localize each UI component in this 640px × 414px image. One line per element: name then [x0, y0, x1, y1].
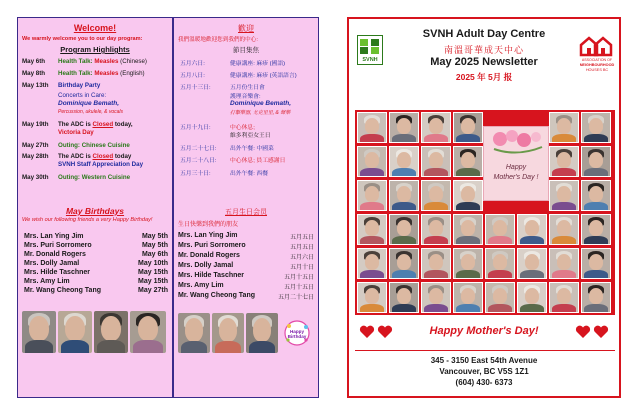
schedule-item-zh: 健康講座: 麻疹 (英語語言): [230, 73, 297, 79]
staff-day: SVNH Staff Appreciation Day: [58, 161, 144, 168]
member-photo: [485, 214, 515, 245]
welcome-line: We warmly welcome you to our day program:: [22, 36, 143, 42]
schedule-item: The ADC is Closed today: [58, 153, 132, 160]
birthday-date-zh: 五月十日: [289, 265, 314, 271]
birthday-name: Mrs. Hilde Taschner: [24, 269, 91, 276]
highlights-title-zh: 節目集焦: [233, 47, 259, 54]
banner-text: Happy Mother's Day!: [429, 325, 539, 337]
birthday-name: Mrs. Hilde Taschner: [178, 272, 245, 279]
member-photo: [246, 313, 278, 353]
schedule-item-zh: 健康講座: 麻疹 (國語): [230, 61, 286, 67]
birthday-date-zh: 五月十五日: [283, 285, 314, 291]
birthdays-wish: We wish our following friends a very Happy Birthday!: [22, 217, 153, 223]
birthdays-title-zh: 五月生日会员: [225, 209, 267, 216]
member-photo: [389, 180, 419, 211]
concert-detail: Percussion, ukulele, & vocals: [58, 109, 124, 115]
birthday-name: Mrs. Amy Lim: [178, 282, 224, 289]
flower-icon: [484, 127, 550, 157]
schedule-date-zh: 五月十九日:: [180, 125, 211, 131]
schedule-date: May 13th: [22, 82, 49, 89]
schedule-date: May 28th: [22, 153, 49, 160]
divider: [355, 350, 615, 351]
card-line1: Happy: [505, 164, 527, 171]
member-photo: [581, 248, 611, 279]
birthday-name: Mrs. Dolly Jamal: [178, 262, 234, 269]
member-photo: [549, 214, 579, 245]
newsletter-title-zh: 南溫哥華成天中心: [443, 45, 524, 55]
member-photo: [421, 282, 451, 313]
member-photo: [389, 146, 419, 177]
heart-icon: [377, 325, 393, 339]
schedule-date: May 19th: [22, 121, 49, 128]
svnh-logo: [357, 35, 383, 65]
birthday-date: May 15th: [138, 269, 168, 276]
member-photo: [517, 248, 547, 279]
member-photo: [517, 214, 547, 245]
schedule-item: Birthday Party: [58, 82, 101, 89]
schedule-item: Outing: Western Cuisine: [58, 174, 131, 181]
highlights-title: Program Highlights: [60, 45, 130, 54]
concert-performer: Dominique Bemath,: [58, 100, 120, 107]
schedule-item-zh: 五月份生日會: [230, 85, 265, 91]
houses-icon: [575, 33, 619, 57]
member-photo: [453, 282, 483, 313]
birthday-date-zh: 五月十五日: [283, 275, 314, 281]
address-line1: 345 - 3150 East 54th Avenue: [430, 356, 538, 365]
member-photo: [357, 180, 387, 211]
schedule-item-zh: 中心休息; 員工感謝日: [230, 158, 286, 164]
schedule-date: May 30th: [22, 174, 49, 181]
member-photo: [389, 214, 419, 245]
birthdays-title: May Birthdays: [65, 206, 125, 216]
member-photo: [357, 282, 387, 313]
birthday-date: May 5th: [141, 242, 168, 249]
birthday-name: Mrs. Puri Sorromero: [24, 242, 92, 249]
card-line2: Mother's Day !: [493, 174, 539, 181]
member-photo: [389, 282, 419, 313]
birthday-date-zh: 五月五日: [289, 245, 314, 251]
birthday-name: Mrs. Amy Lim: [24, 278, 70, 285]
concert-title: Concerts in Care:: [58, 92, 107, 99]
member-photo: [517, 282, 547, 313]
member-photo: [421, 112, 451, 143]
birthday-name: Mrs. Dolly Jamal: [24, 260, 80, 267]
heart-icon: [593, 325, 609, 339]
member-photo: [22, 311, 56, 353]
member-photo: [357, 214, 387, 245]
schedule-date-zh: 五月二十八日:: [180, 158, 217, 164]
logo-text: SVNH: [362, 57, 378, 63]
house-logo-icon: [358, 36, 382, 56]
schedule-item-zh: 出外午餐: 西餐: [230, 171, 269, 177]
newsletter-title: SVNH Adult Day Centre: [422, 28, 546, 40]
holiday-name: Victoria Day: [58, 129, 94, 136]
member-photo: [389, 112, 419, 143]
member-photo: [357, 146, 387, 177]
birthday-badge-text: Happy Birthday: [287, 329, 307, 339]
member-photo: [581, 112, 611, 143]
member-photo: [453, 112, 483, 143]
member-photo: [549, 282, 579, 313]
welcome-line-zh: 我們溫暖地歡迎您到我們的中心:: [178, 37, 258, 43]
concert-performer-zh: Dominique Bemath,: [230, 100, 292, 107]
schedule-item: Health Talk: Measles (English): [58, 70, 145, 77]
mothers-day-card: [483, 126, 549, 201]
concert-title-zh: 護理音樂會:: [230, 94, 261, 100]
member-photo: [130, 311, 166, 353]
partner-line1: ASSOCIATION OF: [581, 58, 613, 62]
birthday-name: Mr. Wang Cheong Tang: [178, 292, 255, 299]
chinese-program-panel: [173, 17, 319, 398]
schedule-date: May 6th: [22, 58, 46, 65]
member-photo: [549, 112, 579, 143]
partner-line2: NEIGHBOURHOOD: [579, 63, 615, 67]
member-photo: [581, 146, 611, 177]
birthday-name: Mrs. Lan Ying Jim: [178, 232, 238, 239]
member-photo: [581, 282, 611, 313]
birthday-name: Mr. Donald Rogers: [178, 252, 240, 259]
schedule-item: The ADC is Closed today,: [58, 121, 133, 128]
member-photo: [453, 248, 483, 279]
schedule-date-zh: 五月八日:: [180, 73, 205, 79]
member-photo: [485, 248, 515, 279]
mothers-day-banner: [355, 318, 615, 346]
schedule-date-zh: 五月十三日:: [180, 85, 211, 91]
birthdays-wish-zh: 生日快樂到我們的朋友: [178, 222, 239, 228]
partner-line3: HOUSES BC: [585, 68, 609, 72]
phone-number: (604) 430- 6373: [455, 378, 513, 387]
member-photo: [421, 146, 451, 177]
schedule-date-zh: 五月二十七日:: [180, 146, 217, 152]
heart-icon: [359, 325, 375, 339]
newsletter-issue: May 2025 Newsletter: [430, 56, 538, 68]
member-photo: [421, 214, 451, 245]
member-photo: [389, 248, 419, 279]
member-photo: [212, 313, 244, 353]
schedule-item: Health Talk: Measles (Chinese): [58, 58, 147, 65]
schedule-item-zh: 出外午餐: 中國菜: [230, 146, 274, 152]
schedule-date-zh: 五月三十日:: [180, 171, 211, 177]
welcome-title-zh: 歡迎: [238, 24, 254, 33]
address-line2: Vancouver, BC V5S 1Z1: [439, 367, 529, 376]
birthday-date: May 27th: [138, 287, 168, 294]
holiday-name-zh: 維多利亞女王日: [230, 133, 271, 139]
concert-detail-zh: 打擊樂器, 尤克里里, & 聲樂: [230, 110, 291, 116]
member-photo: [94, 311, 128, 353]
member-photo: [178, 313, 210, 353]
birthday-date-zh: 五月二十七日: [277, 295, 314, 301]
member-photo: [453, 180, 483, 211]
member-photo: [549, 248, 579, 279]
member-photo: [453, 146, 483, 177]
member-photo: [581, 180, 611, 211]
birthday-badge: [282, 320, 312, 346]
schedule-date-zh: 五月六日:: [180, 61, 205, 67]
member-photo: [421, 180, 451, 211]
birthday-name: Mrs. Lan Ying Jim: [24, 233, 84, 240]
member-photo: [58, 311, 92, 353]
newsletter-issue-zh: 2025 年 5月 报: [455, 72, 513, 82]
english-program-panel: [17, 17, 173, 398]
newsletter-cover: [347, 17, 621, 398]
heart-icon: [575, 325, 591, 339]
member-photo: [549, 180, 579, 211]
birthday-name: Mr. Donald Rogers: [24, 251, 86, 258]
birthday-date-zh: 五月六日: [289, 255, 314, 261]
birthday-date-zh: 五月五日: [289, 235, 314, 241]
member-photo: [357, 112, 387, 143]
birthday-date: May 5th: [141, 233, 168, 240]
birthday-name: Mr. Wang Cheong Tang: [24, 287, 101, 294]
partner-logo: [575, 33, 619, 75]
schedule-item-zh: 中心休息;: [230, 125, 255, 131]
birthday-date: May 15th: [138, 278, 168, 285]
member-photo: [581, 214, 611, 245]
member-photo: [549, 146, 579, 177]
birthday-date: May 10th: [138, 260, 168, 267]
birthday-date: May 6th: [141, 251, 168, 258]
welcome-title: Welcome!: [73, 23, 117, 33]
member-photo: [357, 248, 387, 279]
member-photo: [421, 248, 451, 279]
schedule-date: May 8th: [22, 70, 46, 77]
schedule-date: May 27th: [22, 142, 49, 149]
member-photo: [485, 282, 515, 313]
birthday-name: Mrs. Puri Sorromero: [178, 242, 246, 249]
schedule-item: Outing: Chinese Cuisine: [58, 142, 130, 149]
member-photo: [453, 214, 483, 245]
